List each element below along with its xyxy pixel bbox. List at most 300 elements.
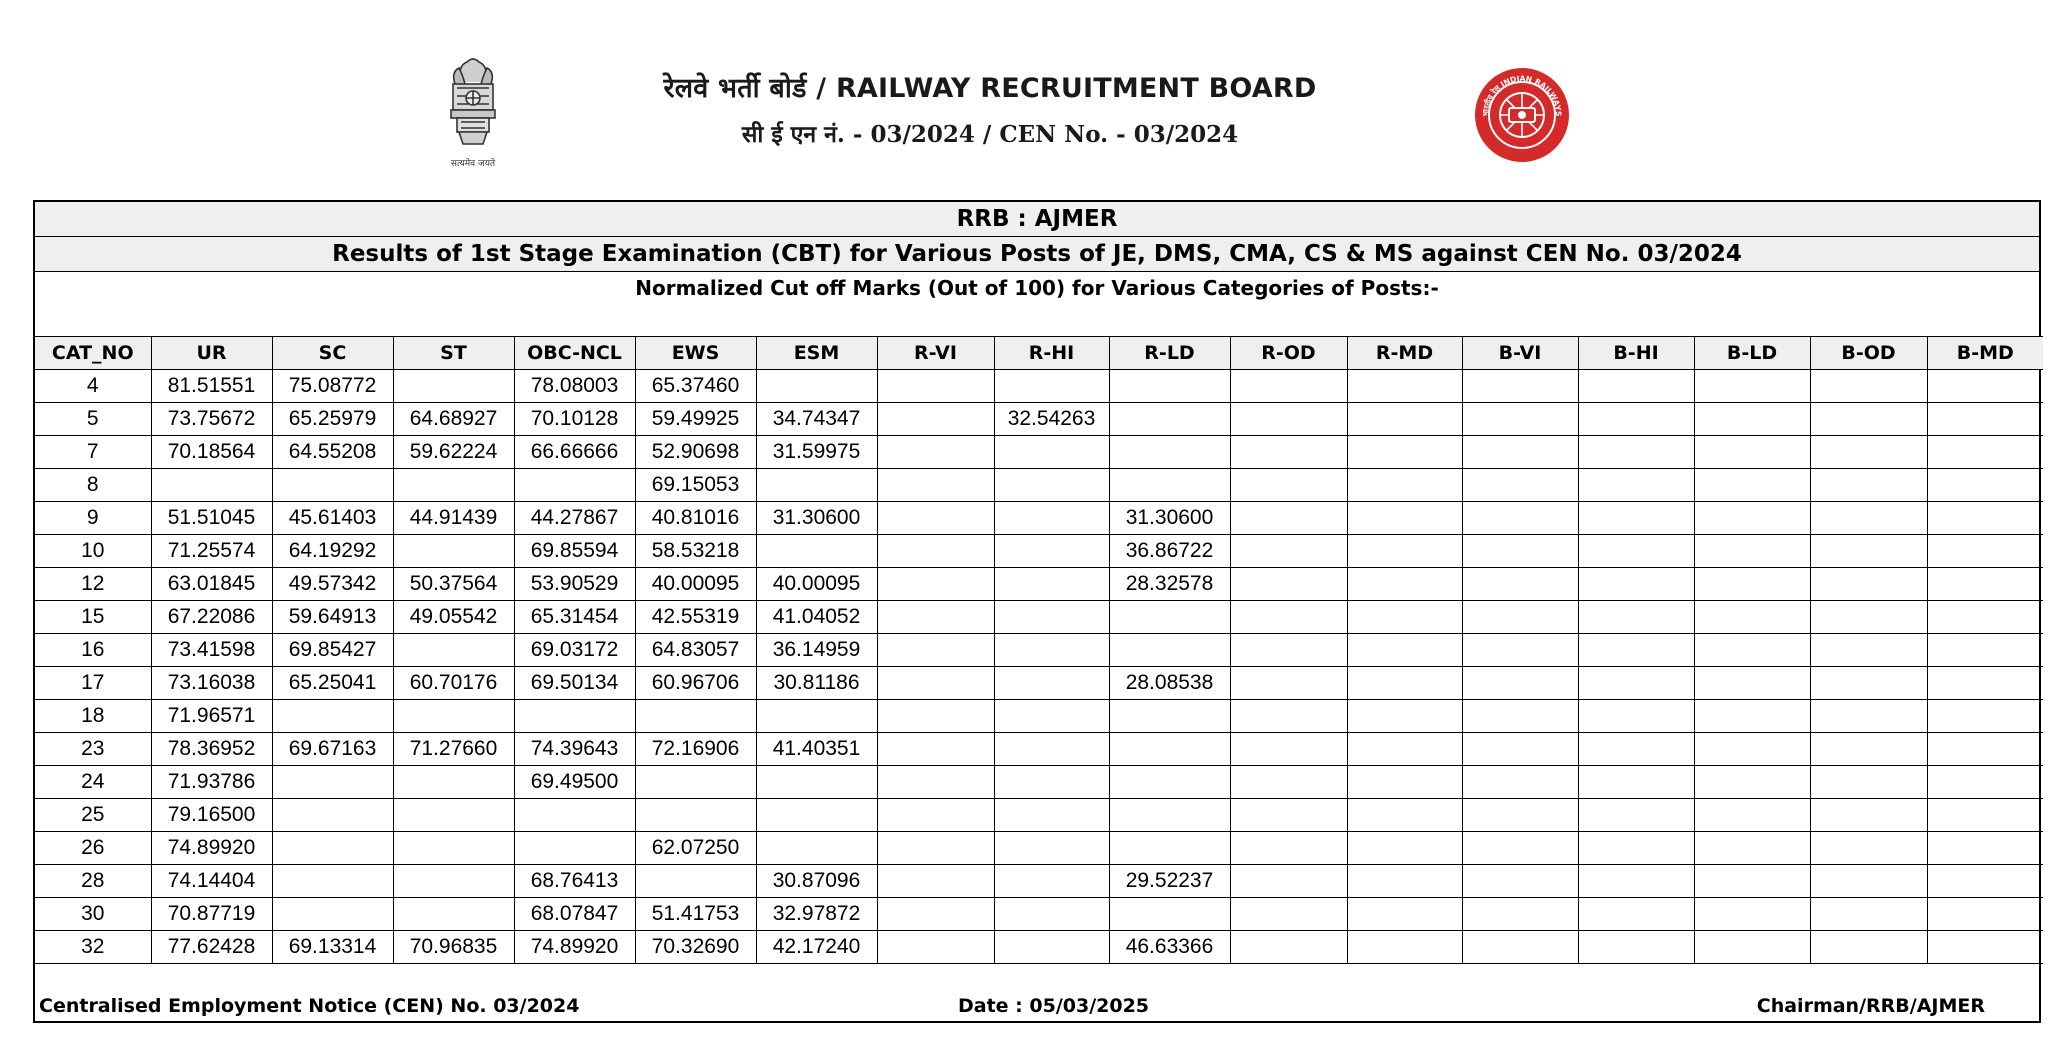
cutoff-cell: [1230, 832, 1347, 865]
cutoff-cell: [1694, 799, 1810, 832]
cutoff-cell: 59.49925: [635, 403, 756, 436]
cutoff-cell: 49.57342: [272, 568, 393, 601]
cutoff-cell: [1927, 535, 2043, 568]
table-row: [35, 733, 2043, 766]
cutoff-cell: [1109, 766, 1230, 799]
cutoff-cell: [393, 832, 514, 865]
cutoff-subtitle: Normalized Cut off Marks (Out of 100) for Various Categories of Posts:-: [635, 276, 1439, 300]
cutoff-cell: [1109, 832, 1230, 865]
cutoff-cell: [1230, 634, 1347, 667]
cutoff-cell: [1578, 403, 1694, 436]
table-row: [35, 832, 2043, 865]
table-row: [35, 403, 2043, 436]
cutoff-cell: [1927, 898, 2043, 931]
cutoff-cell: [1578, 799, 1694, 832]
table-row: [35, 898, 2043, 931]
column-header: B-HI: [1578, 337, 1694, 370]
cutoff-cell: [1810, 766, 1927, 799]
cutoff-cell: [1694, 700, 1810, 733]
cutoff-cell: 68.07847: [514, 898, 635, 931]
cutoff-cell: [1462, 733, 1578, 766]
cutoff-cell: [1230, 535, 1347, 568]
cutoff-cell: 40.00095: [756, 568, 877, 601]
cutoff-cell: 69.15053: [635, 469, 756, 502]
cutoff-cell: [1694, 469, 1810, 502]
cutoff-cell: [994, 568, 1109, 601]
cutoff-cell: 71.96571: [151, 700, 272, 733]
cutoff-cell: [272, 766, 393, 799]
cat-no-cell: 15: [35, 601, 151, 634]
cutoff-cell: [393, 898, 514, 931]
table-row: [35, 766, 2043, 799]
column-header: B-VI: [1462, 337, 1578, 370]
cutoff-cell: [1694, 601, 1810, 634]
cat-no-cell: 16: [35, 634, 151, 667]
cat-no-cell: 4: [35, 370, 151, 403]
cutoff-cell: [994, 667, 1109, 700]
footer-cen-notice: Centralised Employment Notice (CEN) No. 03/2024: [39, 995, 580, 1017]
cutoff-cell: 36.86722: [1109, 535, 1230, 568]
cutoff-cell: 44.27867: [514, 502, 635, 535]
cutoff-cell: [1810, 898, 1927, 931]
cutoff-cell: 74.89920: [151, 832, 272, 865]
cutoff-cell: [1230, 568, 1347, 601]
cutoff-cell: [1927, 568, 2043, 601]
cutoff-cell: [1109, 601, 1230, 634]
cutoff-cell: [1810, 601, 1927, 634]
cutoff-cell: [1347, 733, 1462, 766]
cutoff-cell: [1347, 436, 1462, 469]
cutoff-cell: [756, 535, 877, 568]
cutoff-cell: [1462, 502, 1578, 535]
cutoff-cell: 53.90529: [514, 568, 635, 601]
cutoff-cell: [635, 865, 756, 898]
cutoff-cell: [994, 469, 1109, 502]
cutoff-cell: [1694, 832, 1810, 865]
cutoff-cell: [1230, 799, 1347, 832]
cutoff-cell: 42.17240: [756, 931, 877, 964]
cutoff-cell: [756, 700, 877, 733]
cutoff-cell: [1347, 634, 1462, 667]
table-row: [35, 667, 2043, 700]
cutoff-cell: 74.14404: [151, 865, 272, 898]
cutoff-cell: [1462, 766, 1578, 799]
cutoff-cell: [1230, 370, 1347, 403]
cat-no-cell: 18: [35, 700, 151, 733]
cutoff-cell: [877, 403, 994, 436]
cutoff-cell: [1462, 436, 1578, 469]
cutoff-cell: 51.41753: [635, 898, 756, 931]
cutoff-cell: [514, 799, 635, 832]
cutoff-cell: 51.51045: [151, 502, 272, 535]
cutoff-cell: 65.25979: [272, 403, 393, 436]
cutoff-cell: [1230, 931, 1347, 964]
cutoff-cell: [1927, 436, 2043, 469]
cutoff-cell: [1462, 799, 1578, 832]
cat-no-cell: 10: [35, 535, 151, 568]
cutoff-cell: [1810, 634, 1927, 667]
column-header: R-MD: [1347, 337, 1462, 370]
cutoff-cell: 28.08538: [1109, 667, 1230, 700]
cutoff-cell: 77.62428: [151, 931, 272, 964]
cutoff-cell: [1927, 469, 2043, 502]
table-row: [35, 535, 2043, 568]
cutoff-cell: [756, 799, 877, 832]
cutoff-cell: 72.16906: [635, 733, 756, 766]
cutoff-cell: [1230, 700, 1347, 733]
cutoff-cell: [1578, 700, 1694, 733]
cutoff-cell: [1462, 931, 1578, 964]
cutoff-cell: [1230, 898, 1347, 931]
cutoff-cell: [1810, 832, 1927, 865]
cutoff-cell: [514, 832, 635, 865]
cutoff-cell: [877, 865, 994, 898]
cutoff-cell: [1694, 667, 1810, 700]
column-header: EWS: [635, 337, 756, 370]
cutoff-cell: [1927, 766, 2043, 799]
cutoff-cell: [994, 634, 1109, 667]
cutoff-cell: [1927, 865, 2043, 898]
cutoff-cell: 50.37564: [393, 568, 514, 601]
cutoff-cell: 30.87096: [756, 865, 877, 898]
cutoff-cell: [272, 832, 393, 865]
results-document: [33, 200, 2041, 1023]
cutoff-cell: [1810, 700, 1927, 733]
cutoff-cell: [393, 535, 514, 568]
cutoff-cell: 41.04052: [756, 601, 877, 634]
cutoff-cell: [1810, 733, 1927, 766]
cat-no-cell: 17: [35, 667, 151, 700]
cutoff-cell: 63.01845: [151, 568, 272, 601]
cutoff-cell: 65.31454: [514, 601, 635, 634]
cutoff-cell: 70.96835: [393, 931, 514, 964]
cutoff-cell: 74.89920: [514, 931, 635, 964]
column-header: ST: [393, 337, 514, 370]
cutoff-cell: [994, 865, 1109, 898]
cutoff-cell: 69.85427: [272, 634, 393, 667]
column-header: R-OD: [1230, 337, 1347, 370]
cutoff-cell: [1462, 865, 1578, 898]
cutoff-cell: [393, 469, 514, 502]
cutoff-cell: [877, 568, 994, 601]
table-row: [35, 601, 2043, 634]
cutoff-cell: [1230, 667, 1347, 700]
cutoff-cell: [1347, 865, 1462, 898]
cutoff-cell: 67.22086: [151, 601, 272, 634]
column-header: UR: [151, 337, 272, 370]
cutoff-cell: [635, 700, 756, 733]
cutoff-cell: [635, 799, 756, 832]
cutoff-cell: [1694, 403, 1810, 436]
cutoff-cell: [1927, 799, 2043, 832]
cutoff-cell: 71.25574: [151, 535, 272, 568]
cutoff-cell: 31.30600: [1109, 502, 1230, 535]
column-header: B-OD: [1810, 337, 1927, 370]
cutoff-cell: [1927, 733, 2043, 766]
table-row: [35, 931, 2043, 964]
cutoff-cell: [756, 832, 877, 865]
cutoff-cell: [756, 469, 877, 502]
table-row: [35, 634, 2043, 667]
cutoff-cell: [994, 700, 1109, 733]
cat-no-cell: 7: [35, 436, 151, 469]
cutoff-cell: [1109, 733, 1230, 766]
cutoff-cell: [272, 700, 393, 733]
cutoff-cell: 44.91439: [393, 502, 514, 535]
cutoff-cell: 30.81186: [756, 667, 877, 700]
column-header: CAT_NO: [35, 337, 151, 370]
cutoff-cell: [994, 733, 1109, 766]
column-header: B-MD: [1927, 337, 2043, 370]
cutoff-cell: [994, 931, 1109, 964]
national-emblem-logo: [437, 52, 509, 172]
cutoff-cell: [272, 865, 393, 898]
cutoff-cell: [151, 469, 272, 502]
cutoff-cell: [1347, 667, 1462, 700]
cutoff-cell: 60.70176: [393, 667, 514, 700]
cutoff-cell: [1109, 700, 1230, 733]
cutoff-cell: [994, 799, 1109, 832]
cutoff-cell: 49.05542: [393, 601, 514, 634]
cutoff-cell: [1578, 766, 1694, 799]
cutoff-cell: [1578, 733, 1694, 766]
cutoff-cell: [393, 700, 514, 733]
cutoff-cell: [994, 832, 1109, 865]
cat-no-cell: 8: [35, 469, 151, 502]
cutoff-cell: [1810, 469, 1927, 502]
cutoff-cell: [1810, 535, 1927, 568]
column-header: OBC-NCL: [514, 337, 635, 370]
cutoff-cell: [877, 601, 994, 634]
column-header: B-LD: [1694, 337, 1810, 370]
cutoff-cell: [1578, 469, 1694, 502]
cutoff-cell: [1927, 601, 2043, 634]
table-row: [35, 370, 2043, 403]
cutoff-cell: 73.41598: [151, 634, 272, 667]
cutoff-cell: [393, 799, 514, 832]
cat-no-cell: 32: [35, 931, 151, 964]
cutoff-cell: 29.52237: [1109, 865, 1230, 898]
column-header: R-VI: [877, 337, 994, 370]
cutoff-cell: 78.36952: [151, 733, 272, 766]
cutoff-cell: 59.64913: [272, 601, 393, 634]
cutoff-cell: [1109, 370, 1230, 403]
cutoff-cell: 69.67163: [272, 733, 393, 766]
cutoff-cell: [1810, 799, 1927, 832]
cutoff-cell: 69.85594: [514, 535, 635, 568]
results-title: Results of 1st Stage Examination (CBT) for Various Posts of JE, DMS, CMA, CS & MS against CEN No. 03/2024: [35, 237, 2039, 272]
cutoff-cell: 28.32578: [1109, 568, 1230, 601]
cutoff-cell: [994, 502, 1109, 535]
cutoff-cell: 36.14959: [756, 634, 877, 667]
cutoff-cell: [877, 667, 994, 700]
cutoff-cell: [1347, 469, 1462, 502]
cutoff-cell: [1347, 832, 1462, 865]
cutoff-cell: [1109, 799, 1230, 832]
cutoff-cell: [272, 469, 393, 502]
cutoff-cell: 60.96706: [635, 667, 756, 700]
cutoff-cell: 78.08003: [514, 370, 635, 403]
cutoff-cell: 70.10128: [514, 403, 635, 436]
cutoff-cell: 70.32690: [635, 931, 756, 964]
cutoff-cell: 79.16500: [151, 799, 272, 832]
cutoff-cell: [994, 766, 1109, 799]
cutoff-cell: [1347, 535, 1462, 568]
cutoff-cell: [514, 700, 635, 733]
indian-railways-logo: [1473, 66, 1571, 164]
cutoff-cell: [1462, 469, 1578, 502]
cutoff-cell: [1462, 898, 1578, 931]
table-header-row: [35, 337, 2043, 370]
cutoff-cell: [1230, 469, 1347, 502]
rrb-board-name: RRB : AJMER: [35, 202, 2039, 237]
footer-signatory: Chairman/RRB/AJMER: [1756, 995, 1985, 1017]
emblem-motto: सत्यमेव जयते: [450, 159, 496, 169]
cutoff-cell: [1694, 535, 1810, 568]
cutoff-cell: [1810, 502, 1927, 535]
cutoff-cell: [1109, 469, 1230, 502]
cutoff-cell: [272, 799, 393, 832]
cutoff-cell: [635, 766, 756, 799]
cutoff-cell: [877, 370, 994, 403]
cutoff-cell: 71.93786: [151, 766, 272, 799]
cen-number: सी ई एन नं. - 03/2024 / CEN No. - 03/2024: [741, 121, 1239, 148]
cutoff-cell: [1578, 898, 1694, 931]
column-header: R-LD: [1109, 337, 1230, 370]
cutoff-cell: 58.53218: [635, 535, 756, 568]
cutoff-cell: 45.61403: [272, 502, 393, 535]
cutoff-cell: [1927, 832, 2043, 865]
cutoff-cell: [1927, 634, 2043, 667]
cutoff-cell: [994, 370, 1109, 403]
cutoff-cell: [1810, 568, 1927, 601]
cutoff-cell: [1578, 502, 1694, 535]
cutoff-cell: [877, 766, 994, 799]
cutoff-cell: [877, 436, 994, 469]
cutoff-cell: [994, 898, 1109, 931]
header: [560, 68, 1420, 149]
cutoff-cell: [1927, 370, 2043, 403]
cutoff-cell: [1347, 799, 1462, 832]
table-row: [35, 436, 2043, 469]
cutoff-cell: 74.39643: [514, 733, 635, 766]
cutoff-cell: 69.50134: [514, 667, 635, 700]
cutoff-cell: 81.51551: [151, 370, 272, 403]
cutoff-cell: [1462, 403, 1578, 436]
cutoff-cell: [1109, 898, 1230, 931]
cutoff-cell: [1694, 436, 1810, 469]
cutoff-cell: [1462, 568, 1578, 601]
cutoff-cell: 59.62224: [393, 436, 514, 469]
cutoff-cell: [1109, 403, 1230, 436]
cutoff-cell: 46.63366: [1109, 931, 1230, 964]
cutoff-cell: [1694, 931, 1810, 964]
cat-no-cell: 5: [35, 403, 151, 436]
cutoff-cell: [1230, 733, 1347, 766]
cutoff-cell: 70.18564: [151, 436, 272, 469]
cutoff-cell: 65.37460: [635, 370, 756, 403]
cutoff-cell: 68.76413: [514, 865, 635, 898]
column-header: SC: [272, 337, 393, 370]
cutoff-cell: [393, 865, 514, 898]
cat-no-cell: 25: [35, 799, 151, 832]
cutoff-cell: [1578, 634, 1694, 667]
cutoff-cell: [1694, 766, 1810, 799]
table-row: [35, 502, 2043, 535]
cutoff-cell: [756, 370, 877, 403]
cutoff-cell: 62.07250: [635, 832, 756, 865]
cat-no-cell: 9: [35, 502, 151, 535]
cutoff-cell: [877, 634, 994, 667]
cutoff-cell: [1927, 931, 2043, 964]
cutoff-cell: [877, 898, 994, 931]
cutoff-cell: [994, 601, 1109, 634]
cutoff-cell: [514, 469, 635, 502]
cutoff-cell: [1810, 403, 1927, 436]
cutoff-cell: [1578, 931, 1694, 964]
cutoff-cell: [1578, 535, 1694, 568]
footer-date: Date : 05/03/2025: [958, 995, 1150, 1017]
cutoff-cell: 64.19292: [272, 535, 393, 568]
cutoff-cell: 52.90698: [635, 436, 756, 469]
cutoff-cell: 70.87719: [151, 898, 272, 931]
cutoff-cell: [1462, 667, 1578, 700]
cutoff-cell: [1927, 667, 2043, 700]
cutoff-cell: [393, 634, 514, 667]
cutoff-cell: [1578, 568, 1694, 601]
cutoff-cell: [877, 799, 994, 832]
cutoff-cell: [1347, 931, 1462, 964]
cutoff-cell: [1347, 700, 1462, 733]
cutoff-cell: [1927, 403, 2043, 436]
cutoff-cell: [1810, 667, 1927, 700]
cutoff-cell: [877, 832, 994, 865]
table-row: [35, 568, 2043, 601]
cutoff-cell: [1694, 370, 1810, 403]
cutoff-cell: [1462, 535, 1578, 568]
cutoff-table: [35, 336, 2043, 964]
cat-no-cell: 12: [35, 568, 151, 601]
cutoff-cell: 32.54263: [994, 403, 1109, 436]
cutoff-cell: [1230, 766, 1347, 799]
document-footer: [35, 985, 2039, 1021]
board-name-title: रेलवे भर्ती बोर्ड / RAILWAY RECRUITMENT BOARD: [663, 73, 1317, 104]
cutoff-cell: [1347, 898, 1462, 931]
cutoff-cell: [1230, 403, 1347, 436]
cutoff-cell: [1927, 502, 2043, 535]
cutoff-cell: [1347, 568, 1462, 601]
cat-no-cell: 28: [35, 865, 151, 898]
cutoff-cell: 31.30600: [756, 502, 877, 535]
cutoff-cell: [1578, 865, 1694, 898]
cutoff-cell: [1462, 700, 1578, 733]
cutoff-cell: [877, 535, 994, 568]
cutoff-cell: [393, 370, 514, 403]
cutoff-cell: [1927, 700, 2043, 733]
cutoff-cell: [1694, 898, 1810, 931]
cutoff-cell: [877, 469, 994, 502]
table-row: [35, 469, 2043, 502]
cutoff-cell: 73.75672: [151, 403, 272, 436]
cutoff-cell: 65.25041: [272, 667, 393, 700]
cutoff-cell: 75.08772: [272, 370, 393, 403]
cutoff-cell: [1347, 601, 1462, 634]
cutoff-cell: [1694, 733, 1810, 766]
cutoff-cell: [1462, 370, 1578, 403]
cutoff-cell: [1694, 634, 1810, 667]
table-row: [35, 865, 2043, 898]
cutoff-cell: [1347, 403, 1462, 436]
